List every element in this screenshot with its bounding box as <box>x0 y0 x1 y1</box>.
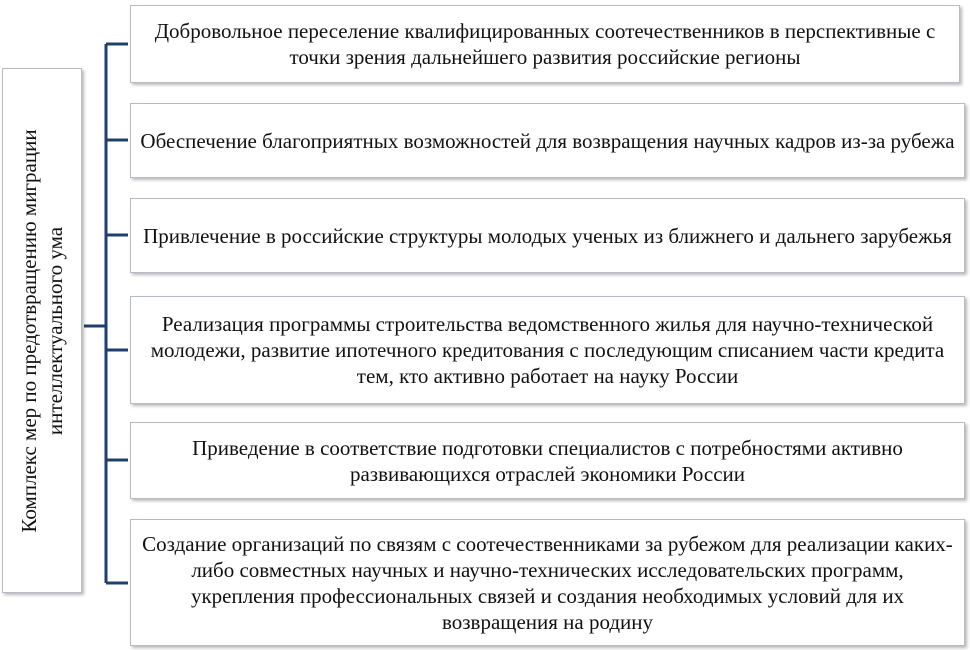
root-measures-box <box>2 68 82 593</box>
measure-text-6: Создание организаций по связям с соотечественниками за рубежом для реализации каких-либо совместных научных и научно-технических исследовательских программ, укрепления профессиональных связей и создания необходимых условий для их возвращения на родину <box>142 531 953 634</box>
measure-text-5: Приведение в соответствие подготовки специалистов с потребностями активно развивающихся отраслей экономики России <box>192 435 903 486</box>
measure-text-2: Обеспечение благоприятных возможностей для возвращения научных кадров из-за рубежа <box>140 128 955 153</box>
measure-text-4: Реализация программы строительства ведомственного жилья для научно-технической молодежи, развитие ипотечного кредитования с последующим списанием части кредита тем, кто активно работает на науку России <box>150 312 945 388</box>
measure-box-2 <box>130 103 965 178</box>
measure-box-5 <box>130 422 965 499</box>
measure-text-3: Привлечение в российские структуры молодых ученых из ближнего и дальнего зарубежья <box>143 223 952 248</box>
measure-box-1 <box>130 5 960 83</box>
measure-box-3 <box>130 198 965 273</box>
measure-box-4 <box>130 296 965 404</box>
root-label: Комплекс мер по предотвращению миграции интеллектуального ума <box>17 128 67 533</box>
measure-text-1: Добровольное переселение квалифицированных соотечественников в перспективные с точки зрения дальнейшего развития российские регионы <box>154 19 936 69</box>
measure-box-6 <box>130 519 965 646</box>
